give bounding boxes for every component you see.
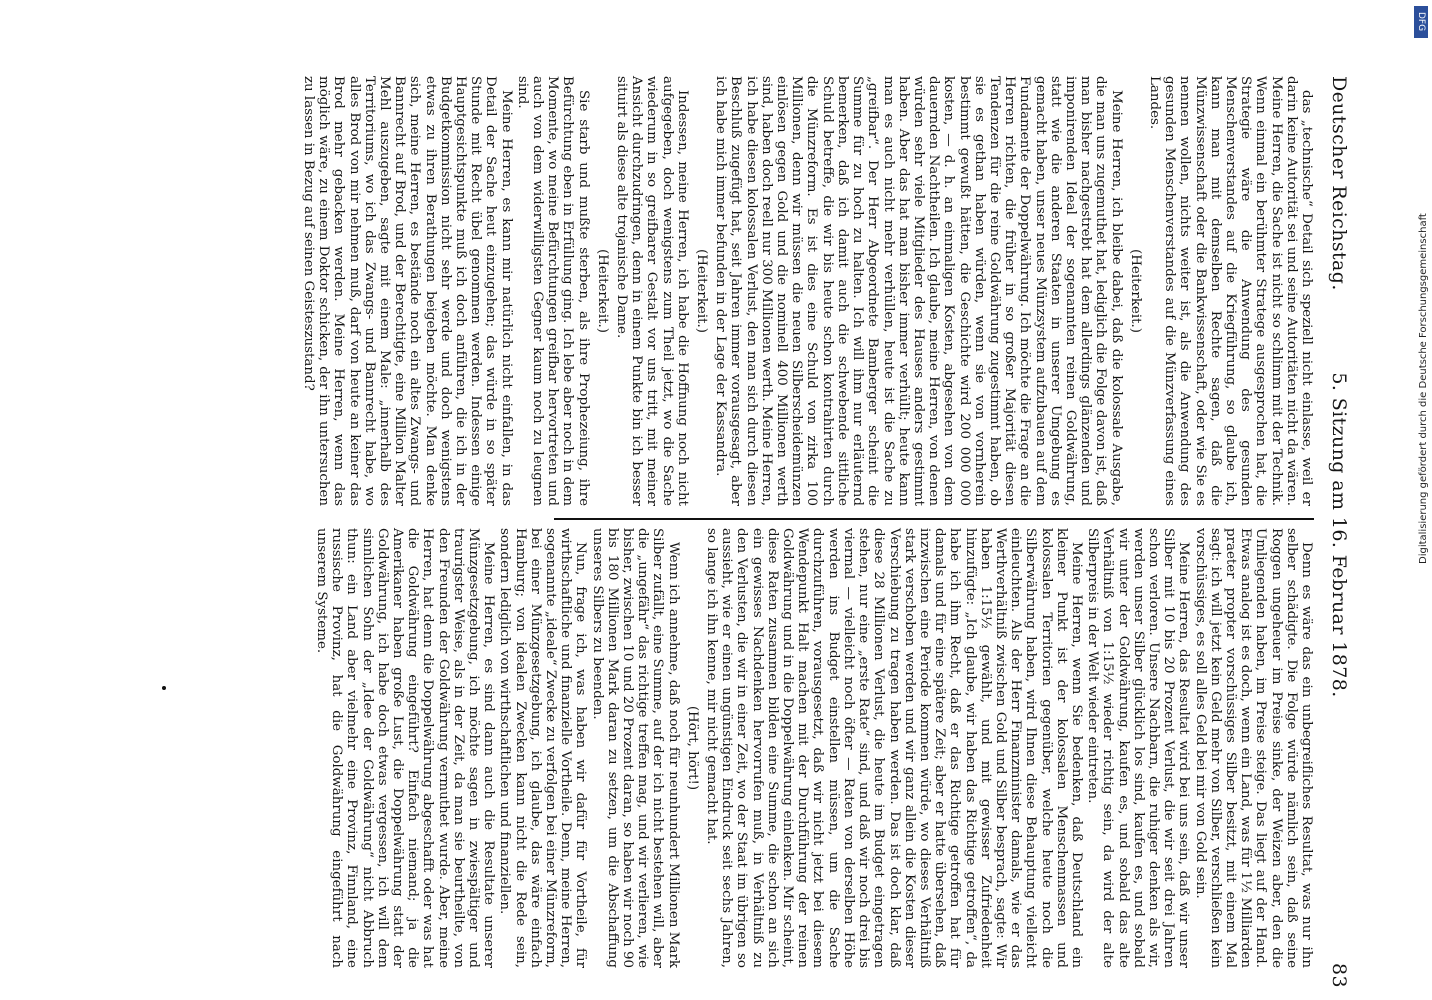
paragraph: Sie starb und mußte sterben, als ihre Prophezeiung, ihre Befürchtung eben in Erfüllung ging. Ich lebe aber noch in dem Momente, wo meine Befürchtungen greifbar hervortreten und auch von dem widerwilligsten Gegner kaum noch zu leugnen sind. (514, 76, 591, 506)
dfg-logo: DFG (1414, 6, 1428, 38)
paragraph: das „technische“ Detail sich speziell nicht einlasse, weil er darin keine Autorität sei und seine Autoritäten nicht da wären. Meine Herren, die Sache ist nicht so schlimm mit der Technik. Wenn einmal ein berühmter Stratege ausgesprochen hat, die Strategie wäre die Anwendung des gesunden Menschenverstandes auf die Kriegführung, so glaube ich, kann man mit demselben Rechte sagen, daß die Münzwissenschaft oder die Bankwissenschaft, oder wie Sie es nennen wollen, nichts weiter ist, als die Anwendung des gesunden Menschenverstandes auf die Münzverfassung eines Landes. (1146, 76, 1314, 506)
paragraph: Denn es wäre das ein unbegreifliches Resultat, was nur ihn selber schädigte. Die Folge würde nämlich sein, daß seine Roggen ungeheuer im Preise sinke, der Weizen aber, den die Umliegenden haben, im Preise steige. Das liegt auf der Hand. Etwas analog ist es doch, wenn ein Land, was für 1½ Milliarden praeter propter vorschüssiges Silber besitzt, mit einem Mal sagt: ich will jetzt kein Geld mehr von Silber, verschließen kein vorschüssiges, es soll alles Geld bei mir von Gold sein. (1192, 528, 1314, 968)
journal-title: Deutscher Reichstag. (1328, 76, 1350, 291)
paragraph: Meine Herren, wenn Sie bedenken, daß Deutschland ein kleiner Punkt ist der kolossalen Menschenmassen und kolossalen Territorien gegenüber, welche heute noch die Silberwährung haben, wird Ihnen diese Behauptung vielleicht einleuchten. Als der Herr Finanzminister damals, wie er das Werthverhältniß zwischen Gold und Silber besprach, sagte: Wir haben 1:15½ gewählt, und mit gewisser Zufriedenheit hinzufügte: „Ich glaube, wir haben das Richtige getroffen“, da habe ich ihm Recht, daß er das Richtige getroffen hat für damals und für eine spätere Zeit; aber er hatte übersehen, daß inzwischen eine Periode kommen würde, wo dieses Verhältniß stark verschoben werden und wir ganz allein die Kosten dieser Verschiebung zu tragen haben werden. Das ist doch klar, daß diese 28 Millionen Verlust, die heute im Budget eingetragen stehen, nur eine „erste Rate“ sind, und daß wir noch drei bis viermal — vielleicht noch öfter — Raten von derselben Höhe werden ins Budget einstellen müssen, um die Sache durchzuführen, vorausgesetzt, daß wir nicht jetzt bei diesem Wendepunkt Halt machen mit der Durchführung der reinen Goldwährung und in die Doppelwährung einlenken. Mir scheint, diese Raten zusammen bilden eine Summe, die schon an sich ein gewisses Nachdenken hervorrufen muß, in Verhältniß zu den Verlusten, die wir in einer Zeit, wo der Staat im übrigen so aussieht, wie er einen ungünstigen Eindruck seit sechs Jahren, so lange ich ihn kenne, mir nicht gemacht hat. (704, 528, 1084, 968)
page-number: 83 (1328, 963, 1350, 988)
text-column-left (301, 76, 1314, 506)
session-title: 5. Sitzung am 16. Februar 1878. (1328, 372, 1350, 698)
text-column-right (314, 528, 1314, 969)
paragraph: Meine Herren, es kann mir natürlich nicht einfallen, in das Detail der Sache heut einzugehen; das würde in so später Stunde mit Recht übel genommen werden. Indessen einige Hauptgesichtspunkte muß ich doch anführen, die ich in der Budgetkommission nicht sehr werde und doch wenigstens etwas zu ihren Berathungen beigeben möchte. Man denke sich, meine Herren, es bestände noch ein altes Zwangs- und Bannrecht auf Brod, und der Berechtigte, eine Million Malter Mehl auszugeben, sagte mit einem Male: „innerhalb des Territoriums, wo ich das Zwangs- und Bannrecht habe, wo alles Brod von mir nehmen muß, darf von heute an keiner das Brod mehr gebacken werden. Meine Herren, wenn das möglich wäre, zu einem Doktor schicken, der ihn untersuchen zu lassen in Bezug auf seinen Geisteszustand? (301, 76, 514, 506)
paragraph: Meine Herren, das Resultat wird bei uns sein, daß wir unser Silber mit 10 bis 20 Prozent Verlust, die wir seit drei Jahren schon verloren. Unsere Nachbarn, die ruhiger denken als wir, werden unser Silber glücklich los sind, kaufen es, und sobald wir unter der Goldwährung, kaufen es, und sobald das alte Verhältniß von 1:15½ wieder richtig sein, da wird der alte Silberpreis in der Welt wieder eintreten. (1085, 528, 1192, 968)
column-divider (554, 518, 1314, 520)
page-header (1318, 76, 1356, 994)
paragraph: Meine Herren, ich bleibe dabei, daß die kolossale Ausgabe, die man uns zugemuthet hat, lediglich die Folge davon ist, daß man bisher nachgestrebt hat dem allerdings glänzenden und imponirenden Ideal der sogenannten reinen Goldwährung, statt wie die anderen Staaten in unserer Umgebung es gemacht haben, unser neues Münzsystem aufzubauen auf dem Fundamente der Doppelwährung. Ich möchte die Frage an die Herren richten, die früher in so großer Majorität diesen Tendenzen für die reine Goldwährung zugestimmt haben, ob sie es gethan haben würden, wenn sie von vornherein bestimmt gewußt hätten, die Geschichte wird 200 000 000 kosten, — d. h. an einmaligen Kosten, abgesehen von dem dauernden Nachtheilen. Ich glaube, meine Herren, von denen würden sehr viele Mitglieder des Hauses anders gestimmt haben. Aber das hat man bisher immer verhüllt; heute kann man es auch nicht mehr verhüllen, heute ist die Sache zu „greifbar“. Der Herr Abgeordnete Bamberger scheint die Summe für zu hoch zu halten. Ich will ihm nur erläuternd bemerken, daß ich damit auch die schwebende sittliche Schuld betreffe, die wir bis heute schon kontrahirten durch die Münzreform. Es ist dies eine Schuld von zirka 100 Millionen, denn wir müssen die neuen Silberscheidemünzen einlösen gegen Gold und die nominell 400 Millionen werth sind, haben doch reell nur 300 Millionen werth. Meine Herren, ich habe diesen kolossalen Verlust, den man sich durch diesen Beschluß zugefügt hat, seit Jahren immer vorausgesagt, aber ich habe mich immer befunden in der Lage der Kassandra. (713, 76, 1124, 506)
paragraph: Meine Herren, es sind dann auch die Resultate unserer Münzgesetzgebung, ich möchte sagen in zwiespältiger und traurigster Weise, als in der Zeit, da man sie beurtheilte, von den Freunden der Goldwährung vermuthet wurde. Aber, meine Herren, hat denn die Doppelwährung abgeschafft oder was hat die Goldwährung eingeführt? Einfach niemand; ja die Amerikaner haben große Lust, die Doppelwährung statt der Goldwährung, ich habe doch etwas vergessen, ich will dem sinnlichen Sohn der „Idee der Goldwährung“ nicht Abbruch thun: ein Land aber vielmehr eine Provinz, Finnland, eine russische Provinz, hat die Goldwährung eingeführt nach unserem Systeme. (314, 528, 497, 968)
paragraph: Wenn ich annehme, daß noch für neunhundert Millionen Mark Silber zufällt, eine Summe, auf der ich nicht bestehen will, aber die „ungefähr“ das richtige treffen mag, und wir verlieren, wie bisher, zwischen 10 und 20 Prozent daran, so haben wir noch 90 bis 180 Millionen Mark daran zu setzen, um die Abschaffung unseres Silbers zu beenden. (589, 528, 681, 968)
scan-speck (162, 686, 166, 690)
interjection: (Heiterkeit.) (594, 249, 610, 333)
paragraph: Nun, frage ich, was haben wir dafür für Vortheile, für wirthschaftliche und finanzielle Vortheile. Denn, meine Herren, sogenannte „ideale“ Zwecke zu verfolgen bei einer Münzreform, bei einer Münzgesetzgebung, ich glaube, das wäre einfach Hamburg; von idealen Zwecken kann nicht die Rede sein, sondern lediglich von wirthschaftlichen und finanziellen. (497, 528, 589, 969)
interjection: (Heiterkeit.) (694, 249, 710, 333)
paragraph: Indessen, meine Herren, ich habe die Hoffnung noch nicht aufgegeben, doch wenigstens zum Theil jetzt, wo die Sache wiederum in so greifbarer Gestalt vor uns tritt, mit meiner Ansicht durchzudringen, denn in einem Punkte bin ich besser situirt als diese alte trojanische Dame. (614, 76, 690, 506)
interjection: (Hört, hört!) (684, 705, 700, 791)
page-content (66, 76, 1356, 994)
interjection: (Heiterkeit.) (1127, 249, 1143, 333)
digitization-note: Digitalisierung gefördert durch die Deutsche Forschungsgemeinschaft (1418, 213, 1429, 564)
